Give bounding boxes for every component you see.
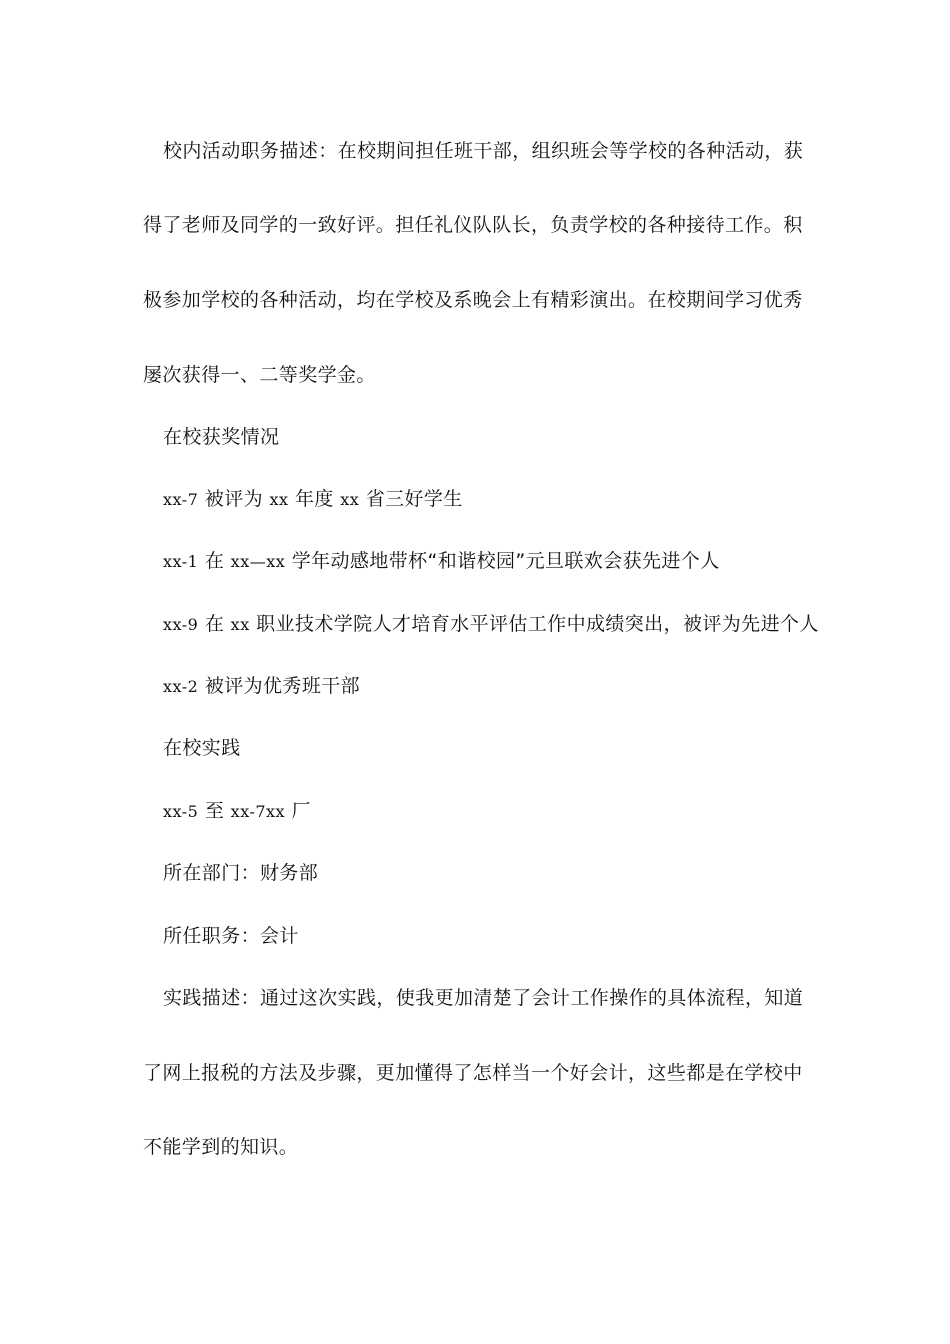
- practice-end-date: xx-7xx: [230, 802, 286, 821]
- practice-heading: 在校实践: [163, 737, 241, 759]
- activity-description-line-3: 极参加学校的各种活动，均在学校及系晚会上有精彩演出。在校期间学习优秀: [143, 289, 803, 311]
- award-code: xx: [269, 490, 289, 509]
- award-item: [163, 612, 843, 637]
- award-date: xx-9: [163, 615, 199, 634]
- practice-department: 所在部门：财务部: [163, 862, 319, 884]
- practice-start-date: xx-5: [163, 802, 199, 821]
- activity-description-line-2: 得了老师及同学的一致好评。担任礼仪队队长，负责学校的各种接待工作。积: [143, 214, 803, 236]
- award-item: [163, 549, 843, 574]
- award-item: [163, 487, 843, 512]
- awards-heading: 在校获奖情况: [163, 426, 280, 448]
- award-text: 职业技术学院人才培育水平评估工作中成绩突出，被评为先进个人: [256, 613, 819, 635]
- practice-description-line-1: 实践描述：通过这次实践，使我更加清楚了会计工作操作的具体流程，知道: [163, 987, 804, 1009]
- practice-position: 所任职务：会计: [163, 925, 299, 947]
- practice-description-line-3: 不能学到的知识。: [143, 1136, 299, 1158]
- award-code: xx: [230, 615, 250, 634]
- award-text: 被评为: [204, 488, 264, 510]
- award-text: 在: [204, 550, 225, 572]
- award-code: xx: [340, 490, 360, 509]
- award-code: xx—xx: [230, 552, 286, 571]
- practice-to: 至: [204, 800, 225, 822]
- award-date: xx-7: [163, 490, 199, 509]
- award-item: [163, 674, 843, 699]
- practice-description-line-2: 了网上报税的方法及步骤，更加懂得了怎样当一个好会计，这些都是在学校中: [143, 1062, 803, 1084]
- practice-period: [163, 799, 843, 824]
- practice-place: 厂: [291, 800, 311, 822]
- award-text: 学年动感地带杯“和谐校园”元旦联欢会获先进个人: [291, 550, 720, 572]
- activity-description-line-1: 校内活动职务描述：在校期间担任班干部，组织班会等学校的各种活动，获: [163, 140, 804, 162]
- activity-description-line-4: 屡次获得一、二等奖学金。: [143, 364, 376, 386]
- award-text: 年度: [294, 488, 334, 510]
- award-text: 在: [204, 613, 225, 635]
- award-text: 被评为优秀班干部: [204, 675, 361, 697]
- award-text: 省三好学生: [365, 488, 463, 510]
- award-date: xx-1: [163, 552, 199, 571]
- award-date: xx-2: [163, 677, 199, 696]
